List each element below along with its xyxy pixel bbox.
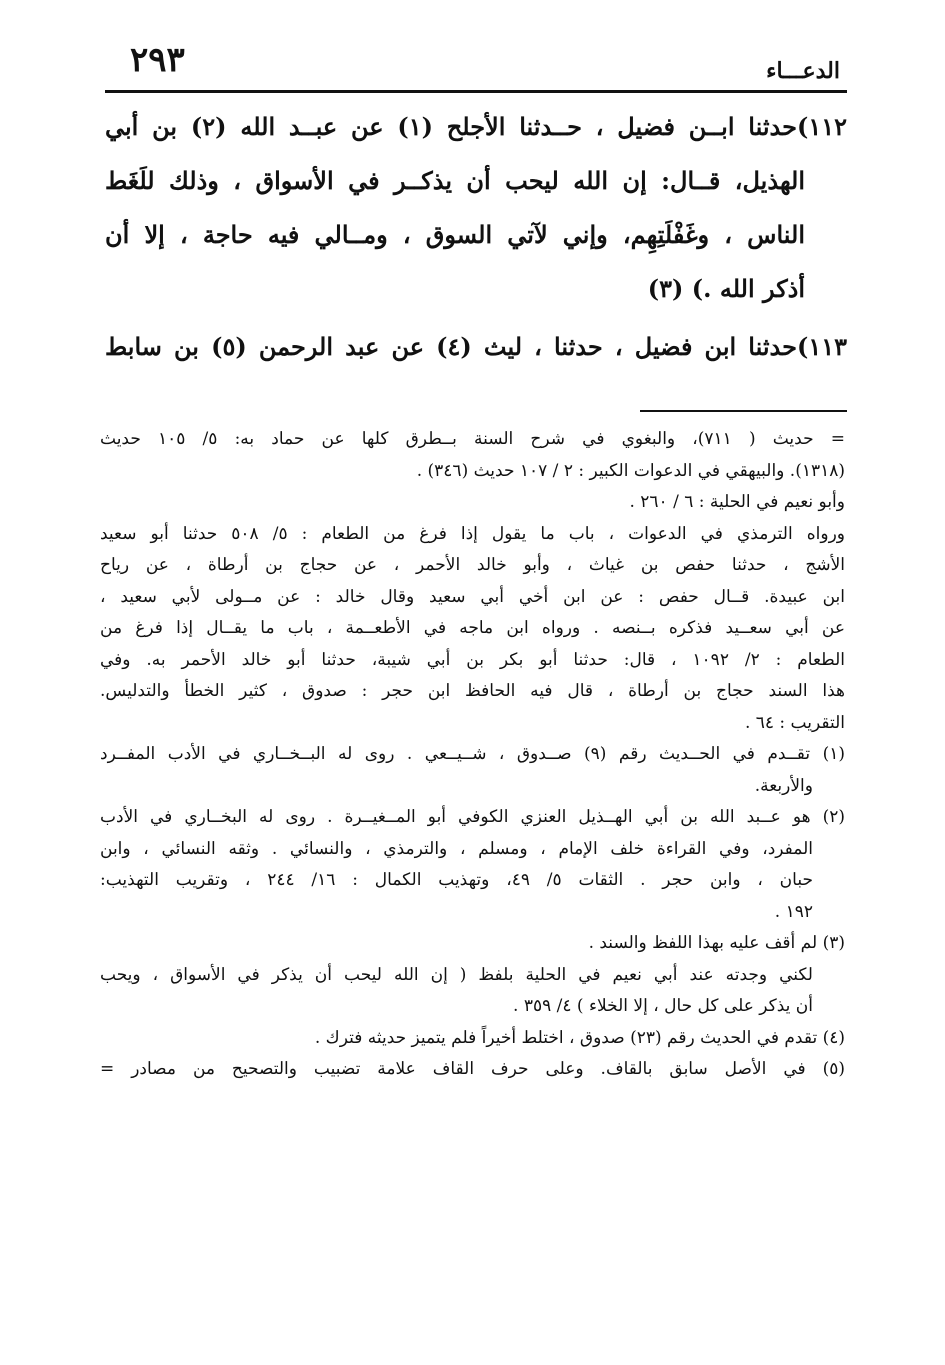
footnotes [100, 424, 845, 1086]
footnote-line: ورواه الترمذي في الدعوات ، باب ما يقول إذا فرغ من الطعام : ٥/ ٥٠٨ حدثنا أبو سعيد [100, 523, 845, 544]
footnote-line: الطعام : ٢/ ١٠٩٢ ، قال: حدثنا أبو بكر بن أبي شيبة، حدثنا أبو خالد الأحمر به. وفي [100, 649, 845, 670]
footnote-line: = حديث ( ٧١١)، والبغوي في شرح السنة بــطرق كلها عن حماد به: ٥/ ١٠٥ حديث [100, 429, 845, 449]
footnote-line: (٤) تقدم في الحديث رقم (٢٣) صدوق ، اختلط أخيراً فلم يتميز حديثه فترك . [314, 1027, 845, 1048]
text-line: ١١٢)حدثنا ابــن فضيل ، حــدثنا الأجلح (١) عن عبــد الله (٢) بن أبي [105, 112, 847, 141]
text-line: الناس ، وغَفْلَتِهِم، وإني لآتي السوق ، ومــالي فيه حاجة ، إلا أن [105, 220, 805, 249]
footnote-line: ١٩٢ . [774, 901, 813, 922]
text-line: ١١٣)حدثنا ابن فضيل ، حدثنا ، ليث (٤) عن عبد الرحمن (٥) بن سابط [105, 332, 847, 361]
footnote-line: المفرد، وفي القراءة خلف الإمام ، ومسلم ، والترمذي ، والنسائي . وثقه النسائي ، وابن [100, 838, 813, 859]
footnote-line: (١) تقــدم في الحــديث رقم (٩) صــدوق ، شــيــعي . روى له البــخــاري في الأدب المفــرد [100, 744, 845, 764]
header-rule [105, 90, 847, 93]
footnote-line: عن أبي سعــيد فذكره بــنصه . ورواه ابن ماجه في الأطعــمة ، باب ما يقــال إذا فرغ من [100, 618, 845, 638]
footnote-line: هذا السند حجاج بن أرطاة ، قال فيه الحافظ ابن حجر : صدوق ، كثير الخطأ والتدليس. [100, 681, 845, 701]
footnote-line: (١٣١٨). والبيهقي في الدعوات الكبير : ٢ / ١٠٧ حديث (٣٤٦) . [416, 460, 845, 481]
footnote-line: لكني وجدته عند أبي نعيم في الحلية بلفظ ( إن الله ليحب أن يذكر في الأسواق ، ويحب [100, 964, 813, 985]
hadith-entry-112 [105, 100, 847, 316]
running-title: الدعـــاء [766, 58, 840, 84]
text-line: الهذيل، قــال: إن الله ليحب أن يذكــر في الأسواق ، وذلك للَغَط [105, 166, 805, 195]
page-number: ٢٩٣ [130, 40, 185, 80]
main-text [105, 100, 847, 378]
footnote-separator [640, 410, 847, 412]
footnote-line: أن يذكر على كل حال ، إلا الخلاء ) ٤/ ٣٥٩ . [513, 996, 813, 1016]
footnote-line: حبان ، وابن حجر . الثقات ٥/ ٤٩، وتهذيب الكمال : ١٦/ ٢٤٤ ، وتقريب التهذيب: [100, 870, 813, 890]
footnote-line: ابن عبيدة. قــال حفص : عن ابن أخي أبي سعيد وقال خالد : عن مــولى لأبي سعيد ، [100, 586, 845, 607]
footnote-line: (٣) لم أقف عليه بهذا اللفظ والسند . [588, 933, 845, 953]
footnote-line: الأشج ، حدثنا حفص بن غياث ، وأبو خالد الأحمر ، عن حجاج بن أرطاة ، عن رياح [100, 555, 845, 575]
footnote-line: والأربعة. [754, 775, 813, 796]
text-line: أذكر الله .) (٣) [647, 274, 805, 303]
footnote-line: (٢) هو عــبد الله بن أبي الهــذيل العنزي الكوفي أبو المــغيــرة . روى له البخــاري في الأدب [100, 807, 845, 827]
footnote-line: التقريب : ٦٤ . [744, 712, 845, 733]
footnote-line: وأبو نعيم في الحلية : ٦ / ٢٦٠ . [629, 492, 845, 512]
hadith-entry-113 [105, 320, 847, 374]
footnote-line: (٥) في الأصل سابق بالقاف. وعلى حرف القاف علامة تضبيب والتصحيح من مصادر = [100, 1059, 845, 1079]
